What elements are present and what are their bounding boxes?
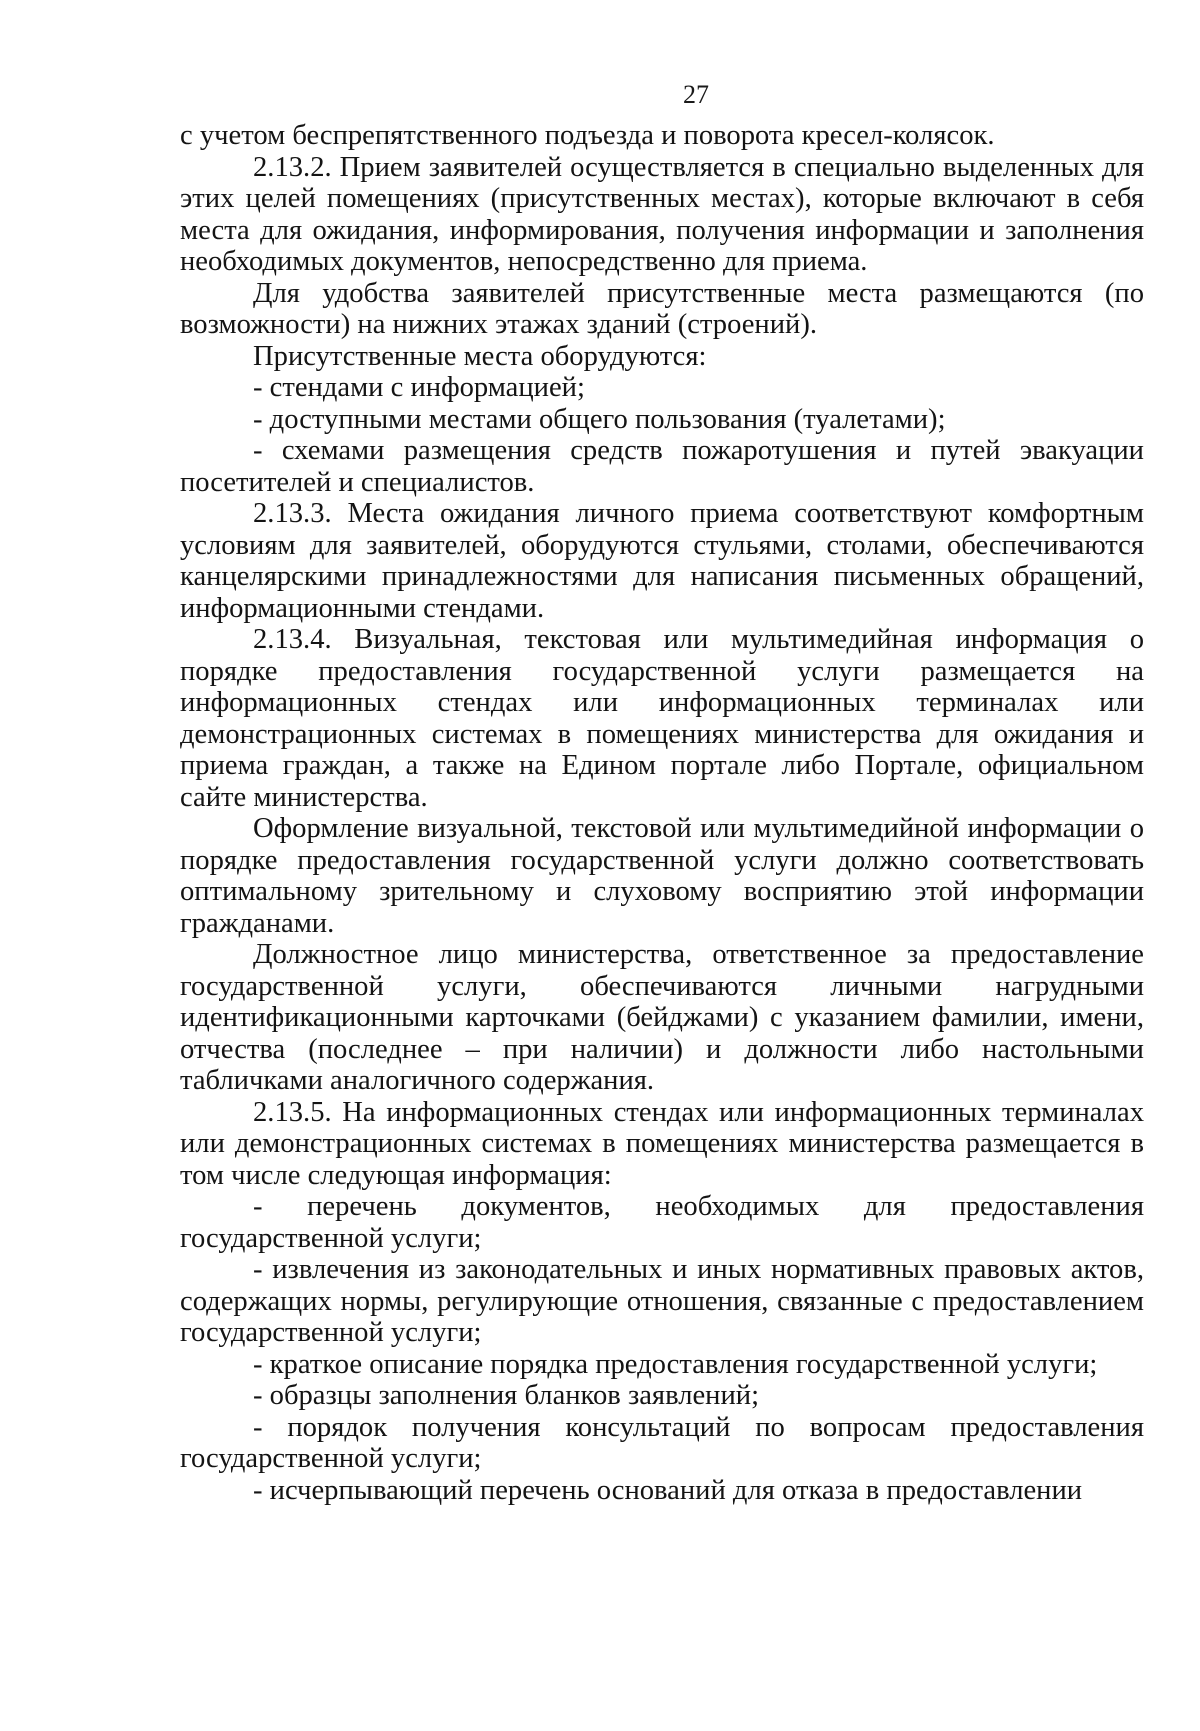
document-body: [180, 120, 1144, 1506]
paragraph: - перечень документов, необходимых для предоставления государственной услуги;: [180, 1191, 1144, 1254]
paragraph: - извлечения из законодательных и иных нормативных правовых актов, содержащих нормы, регулирующие отношения, связанные с предоставлением государственной услуги;: [180, 1254, 1144, 1348]
paragraph: Присутственные места оборудуются:: [253, 340, 707, 372]
paragraph: - схемами размещения средств пожаротушения и путей эвакуации посетителей и специалистов.: [180, 435, 1144, 498]
page-number: 27: [683, 80, 709, 109]
paragraph: 2.13.4. Визуальная, текстовая или мультимедийная информация о порядке предоставления государственной услуги размещается на информационных стендах или информационных терминалах или демонстрационных системах в помещениях министерства для ожидания и приема граждан, а также на Едином портале либо Портале, официальном сайте министерства.: [180, 624, 1144, 813]
paragraph: Оформление визуальной, текстовой или мультимедийной информации о порядке предоставления государственной услуги должно соответствовать оптимальному зрительному и слуховому восприятию этой информации гражданами.: [180, 813, 1144, 939]
paragraph: Должностное лицо министерства, ответственное за предоставление государственной услуги, обеспечиваются личными нагрудными идентификационными карточками (бейджами) с указанием фамилии, имени, отчества (последнее – при наличии) и должности либо настольными табличками аналогичного содержания.: [180, 939, 1144, 1096]
paragraph: - исчерпывающий перечень оснований для отказа в предоставлении: [253, 1474, 1083, 1506]
paragraph: - краткое описание порядка предоставления государственной услуги;: [253, 1348, 1098, 1380]
paragraph: Для удобства заявителей присутственные места размещаются (по возможности) на нижних этажах зданий (строений).: [180, 277, 1144, 340]
paragraph: - образцы заполнения бланков заявлений;: [253, 1380, 760, 1411]
paragraph: 2.13.5. На информационных стендах или информационных терминалах или демонстрационных системах в помещениях министерства размещается в том числе следующая информация:: [180, 1096, 1144, 1191]
paragraph: 2.13.2. Прием заявителей осуществляется в специально выделенных для этих целей помещениях (присутственных местах), которые включают в себя места для ожидания, информирования, получения информации и заполнения необходимых документов, непосредственно для приема.: [180, 151, 1144, 277]
paragraph: с учетом беспрепятственного подъезда и поворота кресел-колясок.: [180, 120, 995, 151]
paragraph: - порядок получения консультаций по вопросам предоставления государственной услуги;: [180, 1411, 1144, 1474]
paragraph: - стендами с информацией;: [253, 372, 585, 403]
paragraph: - доступными местами общего пользования (туалетами);: [253, 403, 946, 435]
paragraph: 2.13.3. Места ожидания личного приема соответствуют комфортным условиям для заявителей, оборудуются стульями, столами, обеспечиваются канцелярскими принадлежностями для написания письменных обращений, информационными стендами.: [180, 498, 1144, 624]
